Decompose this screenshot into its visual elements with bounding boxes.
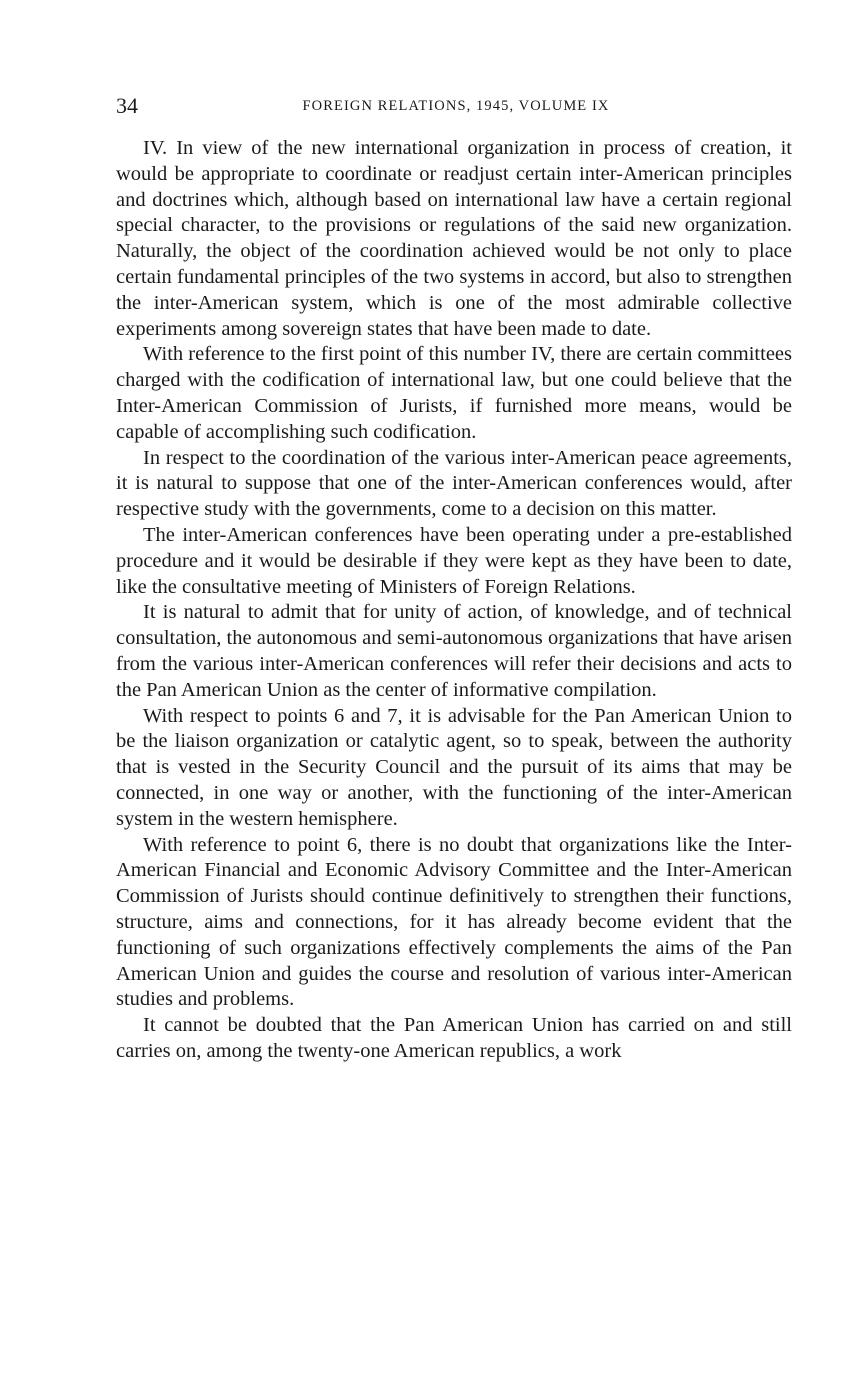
paragraph: With respect to points 6 and 7, it is advisable for the Pan American Union to be the liaison organization or catalytic agent, so to speak, between the authority that is vested in the Security Council and the pursuit of its aims that may be connected, in one way or another, with the functioning of the inter-American system in the western hemisphere. — [116, 704, 792, 830]
paragraph: In respect to the coordination of the various inter-American peace agreements, it is natural to suppose that one of the inter-American conferences would, after respective study with the governments, come to a decision on this matter. — [116, 446, 792, 521]
paragraph: The inter-American conferences have been operating under a pre-established procedure and it would be desirable if they were kept as they have been to date, like the consultative meeting of Ministers of Foreign Relations. — [116, 523, 792, 598]
paragraph: It is natural to admit that for unity of action, of knowledge, and of technical consultation, the autonomous and semi-autonomous organizations that have arisen from the various inter-American conferences will refer their decisions and acts to the Pan American Union as the center of informative compilation. — [116, 601, 792, 701]
body-text — [116, 136, 792, 1065]
paragraph: With reference to point 6, there is no doubt that organizations like the Inter-American Financial and Economic Advisory Committee and the Inter-American Commission of Jurists should continue definitively to strengthen their functions, structure, aims and connections, for it has already become evident that the functioning of such organizations effectively complements the aims of the Pan American Union and guides the course and resolution of various inter-American studies and problems. — [116, 833, 792, 1011]
paragraph: With reference to the first point of this number IV, there are certain committees charged with the codification of international law, but one could believe that the Inter-American Commission of Jurists, if furnished more means, would be capable of accomplishing such codification. — [116, 343, 792, 443]
paragraph: IV. In view of the new international organization in process of creation, it would be appropriate to coordinate or readjust certain inter-American principles and doctrines which, although based on international law have a certain regional special character, to the provisions or regulations of the said new organization. Naturally, the object of the coordination achieved would be not only to place certain fundamental principles of the two systems in accord, but also to strengthen the inter-American system, which is one of the most admirable collective experiments among sovereign states that have been made to date. — [116, 137, 792, 340]
running-header — [116, 92, 796, 122]
running-title: FOREIGN RELATIONS, 1945, VOLUME IX — [302, 98, 610, 114]
page-number: 34 — [116, 93, 138, 118]
paragraph: It cannot be doubted that the Pan American Union has carried on and still carries on, among the twenty-one American republics, a work — [116, 1014, 792, 1062]
